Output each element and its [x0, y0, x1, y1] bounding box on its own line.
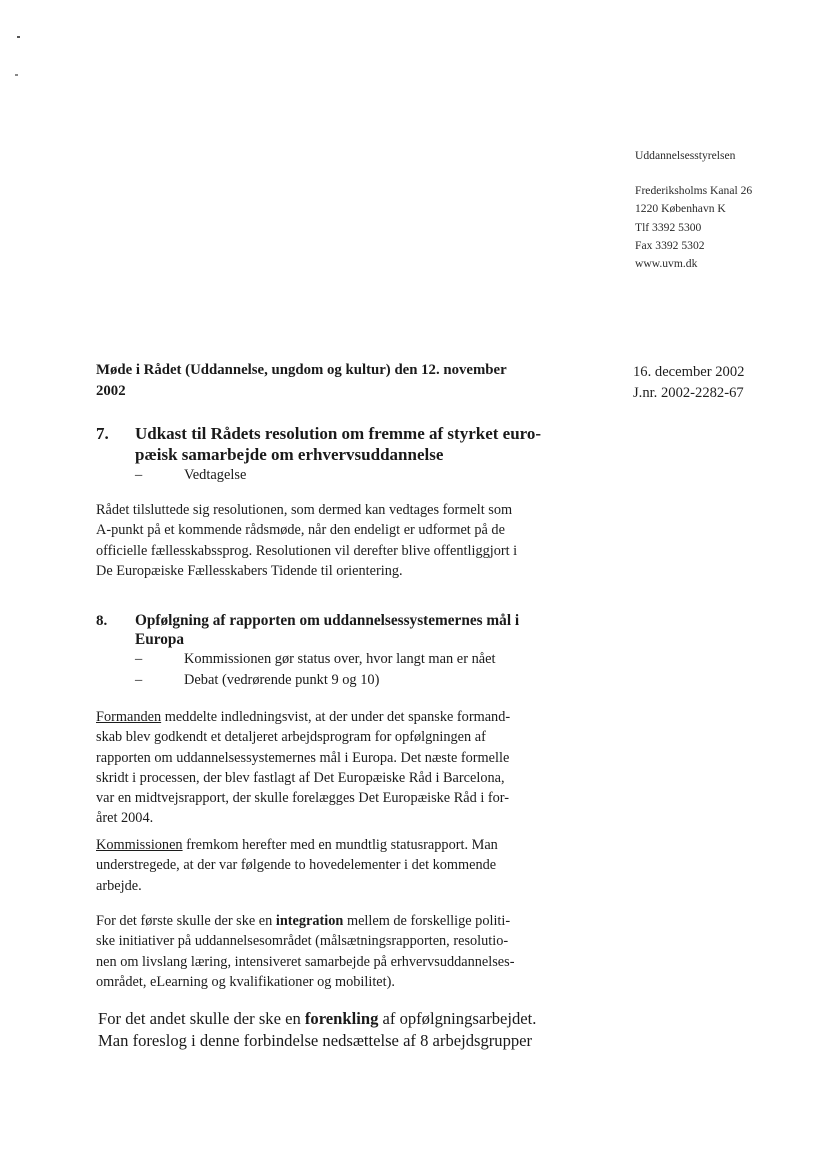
item-title-line2: Europa	[135, 631, 185, 648]
body-line: rapporten om uddannelsessystemernes mål i Europa. Det næste formelle	[96, 749, 510, 766]
body-line: Man foreslog i denne forbindelse nedsættelse af 8 arbejdsgrupper	[98, 1031, 533, 1050]
body-line: skridt i processen, der blev fastlagt af Det Europæiske Råd i Barcelona,	[96, 769, 505, 786]
body-line: A-punkt på et kommende rådsmøde, når den endeligt er udformet på de	[96, 522, 505, 539]
sender-phone: Tlf 3392 5300	[635, 220, 702, 234]
body-line: området, eLearning og kvalifikationer og mobilitet).	[96, 973, 395, 990]
body-text: For det andet skulle der ske en	[98, 1009, 305, 1028]
dash: –	[135, 467, 143, 483]
agenda-item-8	[96, 611, 576, 691]
body-line: understregede, at der var følgende to hovedelementer i det kommende	[96, 857, 497, 874]
item-title-line2: pæisk samarbejde om erhvervsuddannelse	[135, 445, 444, 464]
dash: –	[135, 672, 143, 688]
meeting-title-line1: Møde i Rådet (Uddannelse, ungdom og kultur) den 12. november	[96, 362, 507, 378]
sub-point-text: Vedtagelse	[184, 467, 247, 483]
body-line: De Europæiske Fællesskabers Tidende til orientering.	[96, 562, 403, 579]
body-line	[98, 1008, 578, 1030]
paragraph-formanden	[96, 707, 576, 829]
body-line	[96, 707, 576, 727]
paragraph-forenkling	[98, 1008, 578, 1052]
sender-org: Uddannelsesstyrelsen	[635, 149, 736, 162]
meeting-title	[96, 360, 576, 402]
sub-point-text: Kommissionen gør status over, hvor langt man er nået	[184, 651, 496, 667]
body-text: meddelte indledningsvist, at der under det spanske formand-	[161, 709, 511, 725]
paragraph-kommissionen	[96, 835, 576, 896]
emphasis-term: forenkling	[304, 1009, 379, 1028]
item-title-line1: Opfølgning af rapporten om uddannelsessystemernes mål i	[135, 612, 520, 629]
item-title	[135, 611, 519, 649]
scan-speck	[15, 74, 18, 76]
body-text: mellem de forskellige politi-	[343, 913, 511, 929]
sender-fax: Fax 3392 5302	[635, 238, 705, 252]
emphasis-term: integration	[275, 913, 344, 929]
journal-number: J.nr. 2002-2282-67	[633, 385, 744, 401]
item-title-line1: Udkast til Rådets resolution om fremme af styrket euro-	[135, 424, 542, 443]
sender-city: 1220 København K	[635, 202, 726, 216]
document-meta	[633, 362, 823, 404]
speaker-name: Kommissionen	[96, 837, 183, 853]
sender-web: www.uvm.dk	[635, 257, 698, 271]
body-line: ske initiativer på uddannelsesområdet (målsætningsrapporten, resolutio-	[96, 933, 509, 950]
meeting-title-line2: 2002	[96, 383, 126, 399]
item-title	[135, 423, 541, 465]
body-line: året 2004.	[96, 810, 154, 827]
agenda-item-7	[96, 423, 576, 486]
paragraph-integration	[96, 911, 576, 992]
body-line: skab blev godkendt et detaljeret arbejdsprogram for opfølgningen af	[96, 729, 486, 746]
body-line: arbejde.	[96, 877, 142, 894]
item-number: 7.	[96, 424, 109, 443]
item-7-body	[96, 500, 576, 581]
body-line: var en midtvejsrapport, der skulle forelægges Det Europæiske Råd i for-	[96, 790, 510, 807]
body-line	[96, 911, 576, 931]
body-line	[96, 835, 576, 855]
sub-point-text: Debat (vedrørende punkt 9 og 10)	[184, 672, 380, 688]
sender-address-block	[635, 147, 825, 273]
dash: –	[135, 651, 143, 667]
body-line: Rådet tilsluttede sig resolutionen, som dermed kan vedtages formelt som	[96, 502, 513, 518]
body-text: For det første skulle der ske en	[96, 913, 276, 929]
scan-speck	[17, 36, 20, 38]
sender-street: Frederiksholms Kanal 26	[635, 184, 753, 198]
sub-point	[135, 670, 576, 691]
body-text: fremkom herefter med en mundtlig statusrapport. Man	[182, 837, 498, 853]
body-text: af opfølgningsarbejdet.	[378, 1009, 537, 1028]
sub-point	[135, 465, 576, 486]
body-line: nen om livslang læring, intensiveret samarbejde på erhvervsuddannelses-	[96, 953, 515, 970]
item-number: 8.	[96, 613, 108, 629]
body-line: officielle fællesskabssprog. Resolutionen vil derefter blive offentliggjort i	[96, 542, 518, 559]
sub-point	[135, 649, 576, 670]
speaker-name: Formanden	[96, 709, 162, 725]
document-date: 16. december 2002	[633, 364, 745, 380]
